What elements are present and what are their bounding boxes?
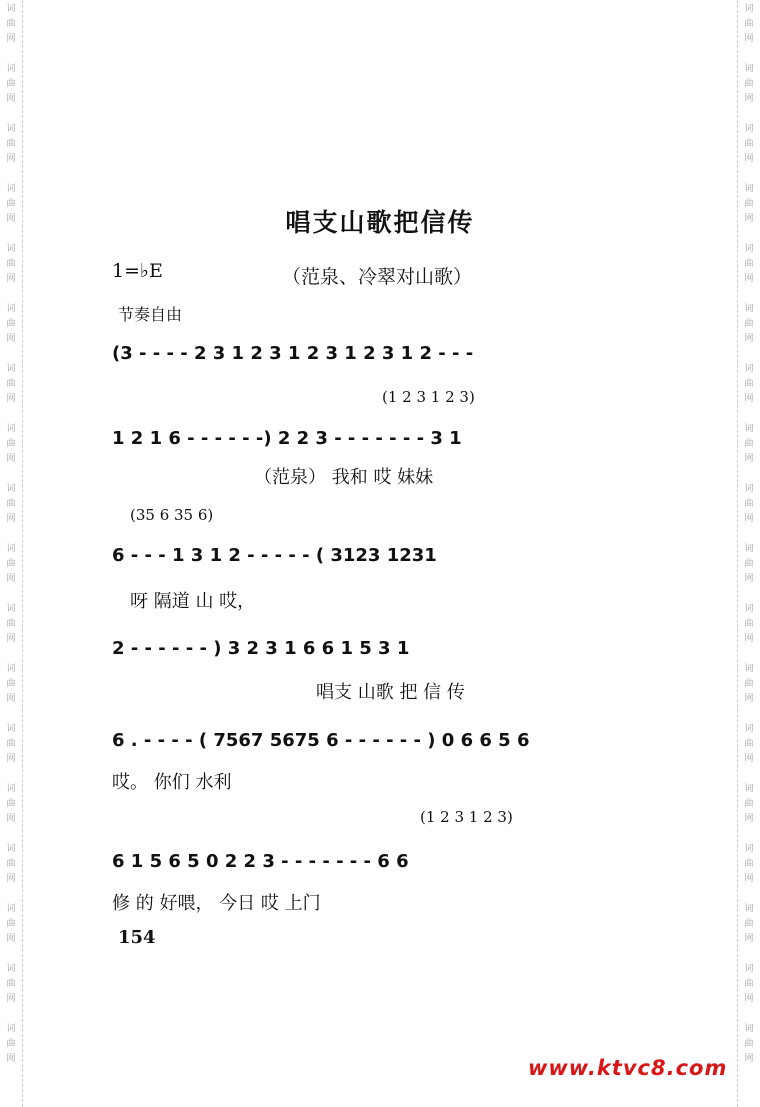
score-line-7: 6 . - - - - ( 7567 5675 6 - - - - - - ) 0 6 6 5 6 [112, 730, 530, 751]
watermark-glyphs: 词 曲 网 [6, 604, 16, 644]
watermark-glyphs: 词 曲 网 [744, 124, 754, 164]
lyric-line-4: 哎。 你们 水利 [112, 772, 232, 793]
watermark-glyphs: 词 曲 网 [744, 844, 754, 884]
watermark-glyphs: 词 曲 网 [6, 304, 16, 344]
watermark-glyphs: 词 曲 网 [744, 604, 754, 644]
watermark-glyphs: 词 曲 网 [744, 184, 754, 224]
score-line-6: 2 - - - - - - ) 3 2 3 1 6 6 1 5 3 1 [112, 638, 410, 659]
watermark-glyphs: 词 曲 网 [6, 4, 16, 44]
watermark-glyphs: 词 曲 网 [6, 244, 16, 284]
watermark-glyphs: 词 曲 网 [6, 964, 16, 1004]
right-watermark-strip [737, 0, 760, 1107]
watermark-glyphs: 词 曲 网 [744, 544, 754, 584]
watermark-glyphs: 词 曲 网 [6, 184, 16, 224]
watermark-glyphs: 词 曲 网 [6, 844, 16, 884]
watermark-glyphs: 词 曲 网 [744, 784, 754, 824]
watermark-glyphs: 词 曲 网 [6, 364, 16, 404]
score-line-3: 1 2 1 6 - - - - - -) 2 2 3 - - - - - - - 3 1 [112, 428, 462, 449]
watermark-glyphs: 词 曲 网 [744, 244, 754, 284]
lyric-line-2: 呀 隔道 山 哎， [130, 591, 256, 612]
watermark-glyphs: 词 曲 网 [744, 364, 754, 404]
lyric-line-3: 唱支 山歌 把 信 传 [316, 682, 465, 703]
watermark-glyphs: 词 曲 网 [744, 664, 754, 704]
watermark-glyphs: 词 曲 网 [744, 304, 754, 344]
watermark-glyphs: 词 曲 网 [744, 964, 754, 1004]
score-line-9: 6 1 5 6 5 0 2 2 3 - - - - - - - 6 6 [112, 851, 409, 872]
watermark-glyphs: 词 曲 网 [6, 724, 16, 764]
watermark-glyphs: 词 曲 网 [744, 64, 754, 104]
watermark-glyphs: 词 曲 网 [744, 904, 754, 944]
watermark-glyphs: 词 曲 网 [6, 1024, 16, 1064]
watermark-glyphs: 词 曲 网 [6, 904, 16, 944]
watermark-glyphs: 词 曲 网 [744, 1024, 754, 1064]
left-watermark-strip [0, 0, 23, 1107]
score-line-4: (35 6 35 6) [130, 506, 214, 524]
score-line-1: (3 - - - - 2 3 1 2 3 1 2 3 1 2 3 1 2 - - - [112, 343, 474, 364]
watermark-glyphs: 词 曲 网 [744, 484, 754, 524]
score-line-5: 6 - - - 1 3 1 2 - - - - - ( 3123 1231 [112, 545, 437, 566]
watermark-glyphs: 词 曲 网 [744, 724, 754, 764]
watermark-glyphs: 词 曲 网 [6, 424, 16, 464]
score-line-8: (1 2 3 1 2 3) [420, 808, 513, 826]
lyric-line-1: （范泉） 我和 哎 妹妹 [254, 467, 434, 488]
watermark-glyphs: 词 曲 网 [6, 664, 16, 704]
watermark-glyphs: 词 曲 网 [6, 64, 16, 104]
lyric-line-5: 修 的 好喂， 今日 哎 上门 [112, 893, 321, 914]
watermark-glyphs: 词 曲 网 [6, 544, 16, 584]
subtitle: （范泉、冷翠对山歌） [282, 266, 473, 288]
site-watermark: www.ktvc8.com [528, 1056, 728, 1080]
watermark-glyphs: 词 曲 网 [744, 424, 754, 464]
watermark-glyphs: 词 曲 网 [6, 784, 16, 824]
song-title: 唱支山歌把信传 [285, 208, 475, 237]
watermark-glyphs: 词 曲 网 [6, 484, 16, 524]
page-number: 154 [118, 927, 156, 948]
watermark-glyphs: 词 曲 网 [6, 124, 16, 164]
score-line-2: (1 2 3 1 2 3) [382, 388, 475, 406]
watermark-glyphs: 词 曲 网 [744, 4, 754, 44]
tempo-marking: 节奏自由 [118, 305, 183, 324]
key-signature: 1=♭E [112, 260, 163, 282]
